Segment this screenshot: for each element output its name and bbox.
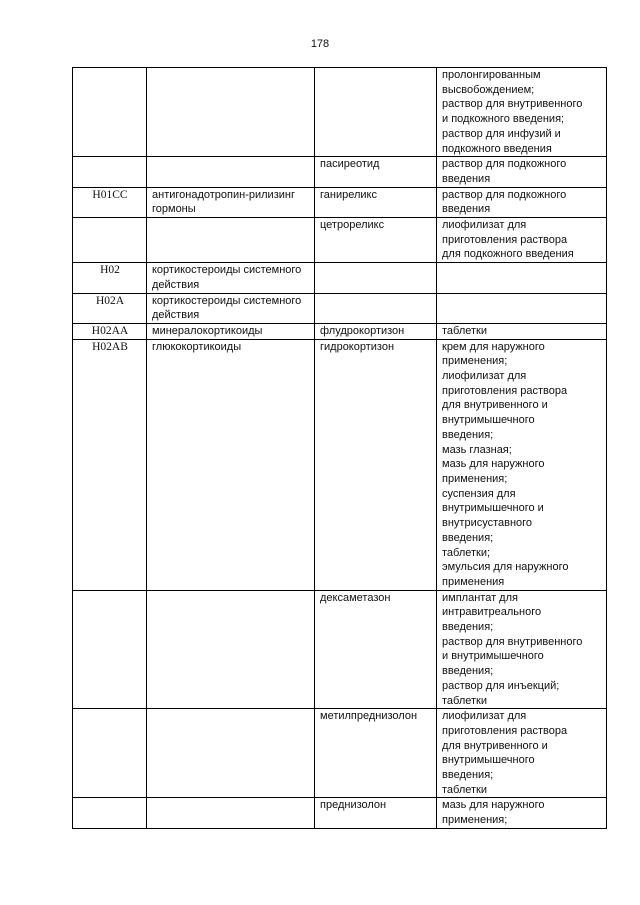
dosage-form-line: раствор для инфузий и [442, 127, 561, 140]
table-row [73, 709, 607, 798]
dosage-form-line: для внутривенного и [442, 399, 548, 412]
atc-code-cell [73, 798, 147, 828]
dosage-form-cell [437, 339, 607, 590]
table-row [73, 263, 607, 293]
table-row [73, 68, 607, 157]
table-body [73, 68, 607, 829]
dosage-form-line: введения [442, 203, 491, 216]
table-row [73, 590, 607, 709]
table-row [73, 339, 607, 590]
atc-code-cell [73, 218, 147, 263]
dosage-form-line: приготовления раствора [442, 233, 568, 246]
dosage-form-line: для подкожного введения [442, 248, 574, 261]
dosage-form-cell [437, 68, 607, 157]
anatomical-therapeutic-group-cell: минералокортикоиды [147, 323, 315, 339]
dosage-form-cell [437, 293, 607, 323]
dosage-form-line: таблетки [442, 783, 488, 796]
atc-code-cell: H02AB [73, 339, 147, 590]
dosage-form-cell [437, 263, 607, 293]
atc-code-cell [73, 157, 147, 187]
dosage-form-cell [437, 218, 607, 263]
anatomical-therapeutic-group-cell [147, 157, 315, 187]
dosage-form-line: введения; [442, 665, 494, 678]
dosage-form-line: пролонгированным [442, 69, 541, 81]
table-row [73, 323, 607, 339]
dosage-form-line: внутримышечного и [442, 502, 544, 515]
dosage-form-line: крем для наружного [442, 340, 545, 353]
dosage-form-line: введения; [442, 531, 494, 544]
page-number: 178 [310, 38, 330, 50]
dosage-form-line: применения; [442, 355, 508, 368]
anatomical-therapeutic-group-cell [147, 709, 315, 798]
dosage-form-line: раствор для подкожного [442, 158, 567, 171]
anatomical-therapeutic-group-cell [147, 798, 315, 828]
drug-name-cell: преднизолон [315, 798, 437, 828]
dosage-form-line: введения; [442, 769, 494, 782]
dosage-form-line: таблетки; [442, 546, 491, 559]
dosage-form-line: для внутривенного и [442, 739, 548, 752]
dosage-form-line: лиофилизат для [442, 710, 527, 723]
dosage-form-line: раствор для внутривенного [442, 98, 583, 111]
dosage-form-line: раствор для подкожного [442, 188, 567, 201]
drug-name-cell: ганиреликс [315, 187, 437, 217]
drug-name-cell [315, 293, 437, 323]
anatomical-therapeutic-group-cell [147, 590, 315, 709]
dosage-form-line: приготовления раствора [442, 384, 568, 397]
dosage-form-line: применения; [442, 472, 508, 485]
dosage-form-line: внутримышечного [442, 754, 535, 767]
dosage-form-line: и внутримышечного [442, 650, 544, 663]
drug-name-cell [315, 68, 437, 157]
dosage-form-line: мазь для наружного [442, 458, 545, 471]
atc-code-cell [73, 709, 147, 798]
drug-table [72, 67, 607, 829]
anatomical-therapeutic-group-cell: кортикостероиды системного действия [147, 293, 315, 323]
anatomical-therapeutic-group-cell: глюкокортикоиды [147, 339, 315, 590]
drug-name-cell: флудрокортизон [315, 323, 437, 339]
anatomical-therapeutic-group-cell: антигонадотропин-рилизинг гормоны [147, 187, 315, 217]
dosage-form-line: имплантат для [442, 591, 518, 604]
dosage-form-line: применения [442, 575, 505, 588]
dosage-form-line: интравитреального [442, 606, 542, 619]
atc-code-cell: H02 [73, 263, 147, 293]
atc-code-cell: H02AA [73, 323, 147, 339]
dosage-form-line: суспензия для [442, 487, 516, 500]
dosage-form-cell [437, 798, 607, 828]
anatomical-therapeutic-group-cell [147, 218, 315, 263]
dosage-form-cell [437, 323, 607, 339]
dosage-form-line: раствор для внутривенного [442, 635, 583, 648]
dosage-form-line: мазь глазная; [442, 443, 512, 456]
dosage-form-line: высвобождением; [442, 83, 535, 96]
anatomical-therapeutic-group-cell: кортикостероиды системного действия [147, 263, 315, 293]
dosage-form-line: приготовления раствора [442, 724, 568, 737]
drug-name-cell: метилпреднизолон [315, 709, 437, 798]
dosage-form-line: внутримышечного [442, 414, 535, 427]
dosage-form-line: таблетки [442, 694, 488, 707]
dosage-form-line: мазь для наружного [442, 799, 545, 812]
dosage-form-line: применения; [442, 814, 508, 827]
dosage-form-line: и подкожного введения; [442, 113, 565, 126]
drug-name-cell [315, 263, 437, 293]
dosage-form-line: введения; [442, 621, 494, 634]
atc-code-cell: H01CC [73, 187, 147, 217]
table-row [73, 218, 607, 263]
dosage-form-line: подкожного введения [442, 142, 552, 155]
atc-code-cell [73, 590, 147, 709]
dosage-form-line: таблетки [442, 324, 488, 337]
dosage-form-line: внутрисуставного [442, 517, 533, 530]
drug-name-cell: цетрореликс [315, 218, 437, 263]
dosage-form-cell [437, 187, 607, 217]
dosage-form-line: лиофилизат для [442, 370, 527, 383]
dosage-form-line: лиофилизат для [442, 219, 527, 232]
table-row [73, 798, 607, 828]
table-row [73, 187, 607, 217]
anatomical-therapeutic-group-cell [147, 68, 315, 157]
drug-name-cell: гидрокортизон [315, 339, 437, 590]
dosage-form-line: введения [442, 172, 491, 185]
drug-name-cell: пасиреотид [315, 157, 437, 187]
atc-code-cell [73, 68, 147, 157]
dosage-form-cell [437, 157, 607, 187]
atc-code-cell: H02A [73, 293, 147, 323]
dosage-form-cell [437, 709, 607, 798]
dosage-form-line: введения; [442, 428, 494, 441]
drug-name-cell: дексаметазон [315, 590, 437, 709]
table-row [73, 293, 607, 323]
table-row [73, 157, 607, 187]
dosage-form-cell [437, 590, 607, 709]
dosage-form-line: эмульсия для наружного [442, 561, 569, 574]
dosage-form-line: раствор для инъекций; [442, 679, 560, 692]
